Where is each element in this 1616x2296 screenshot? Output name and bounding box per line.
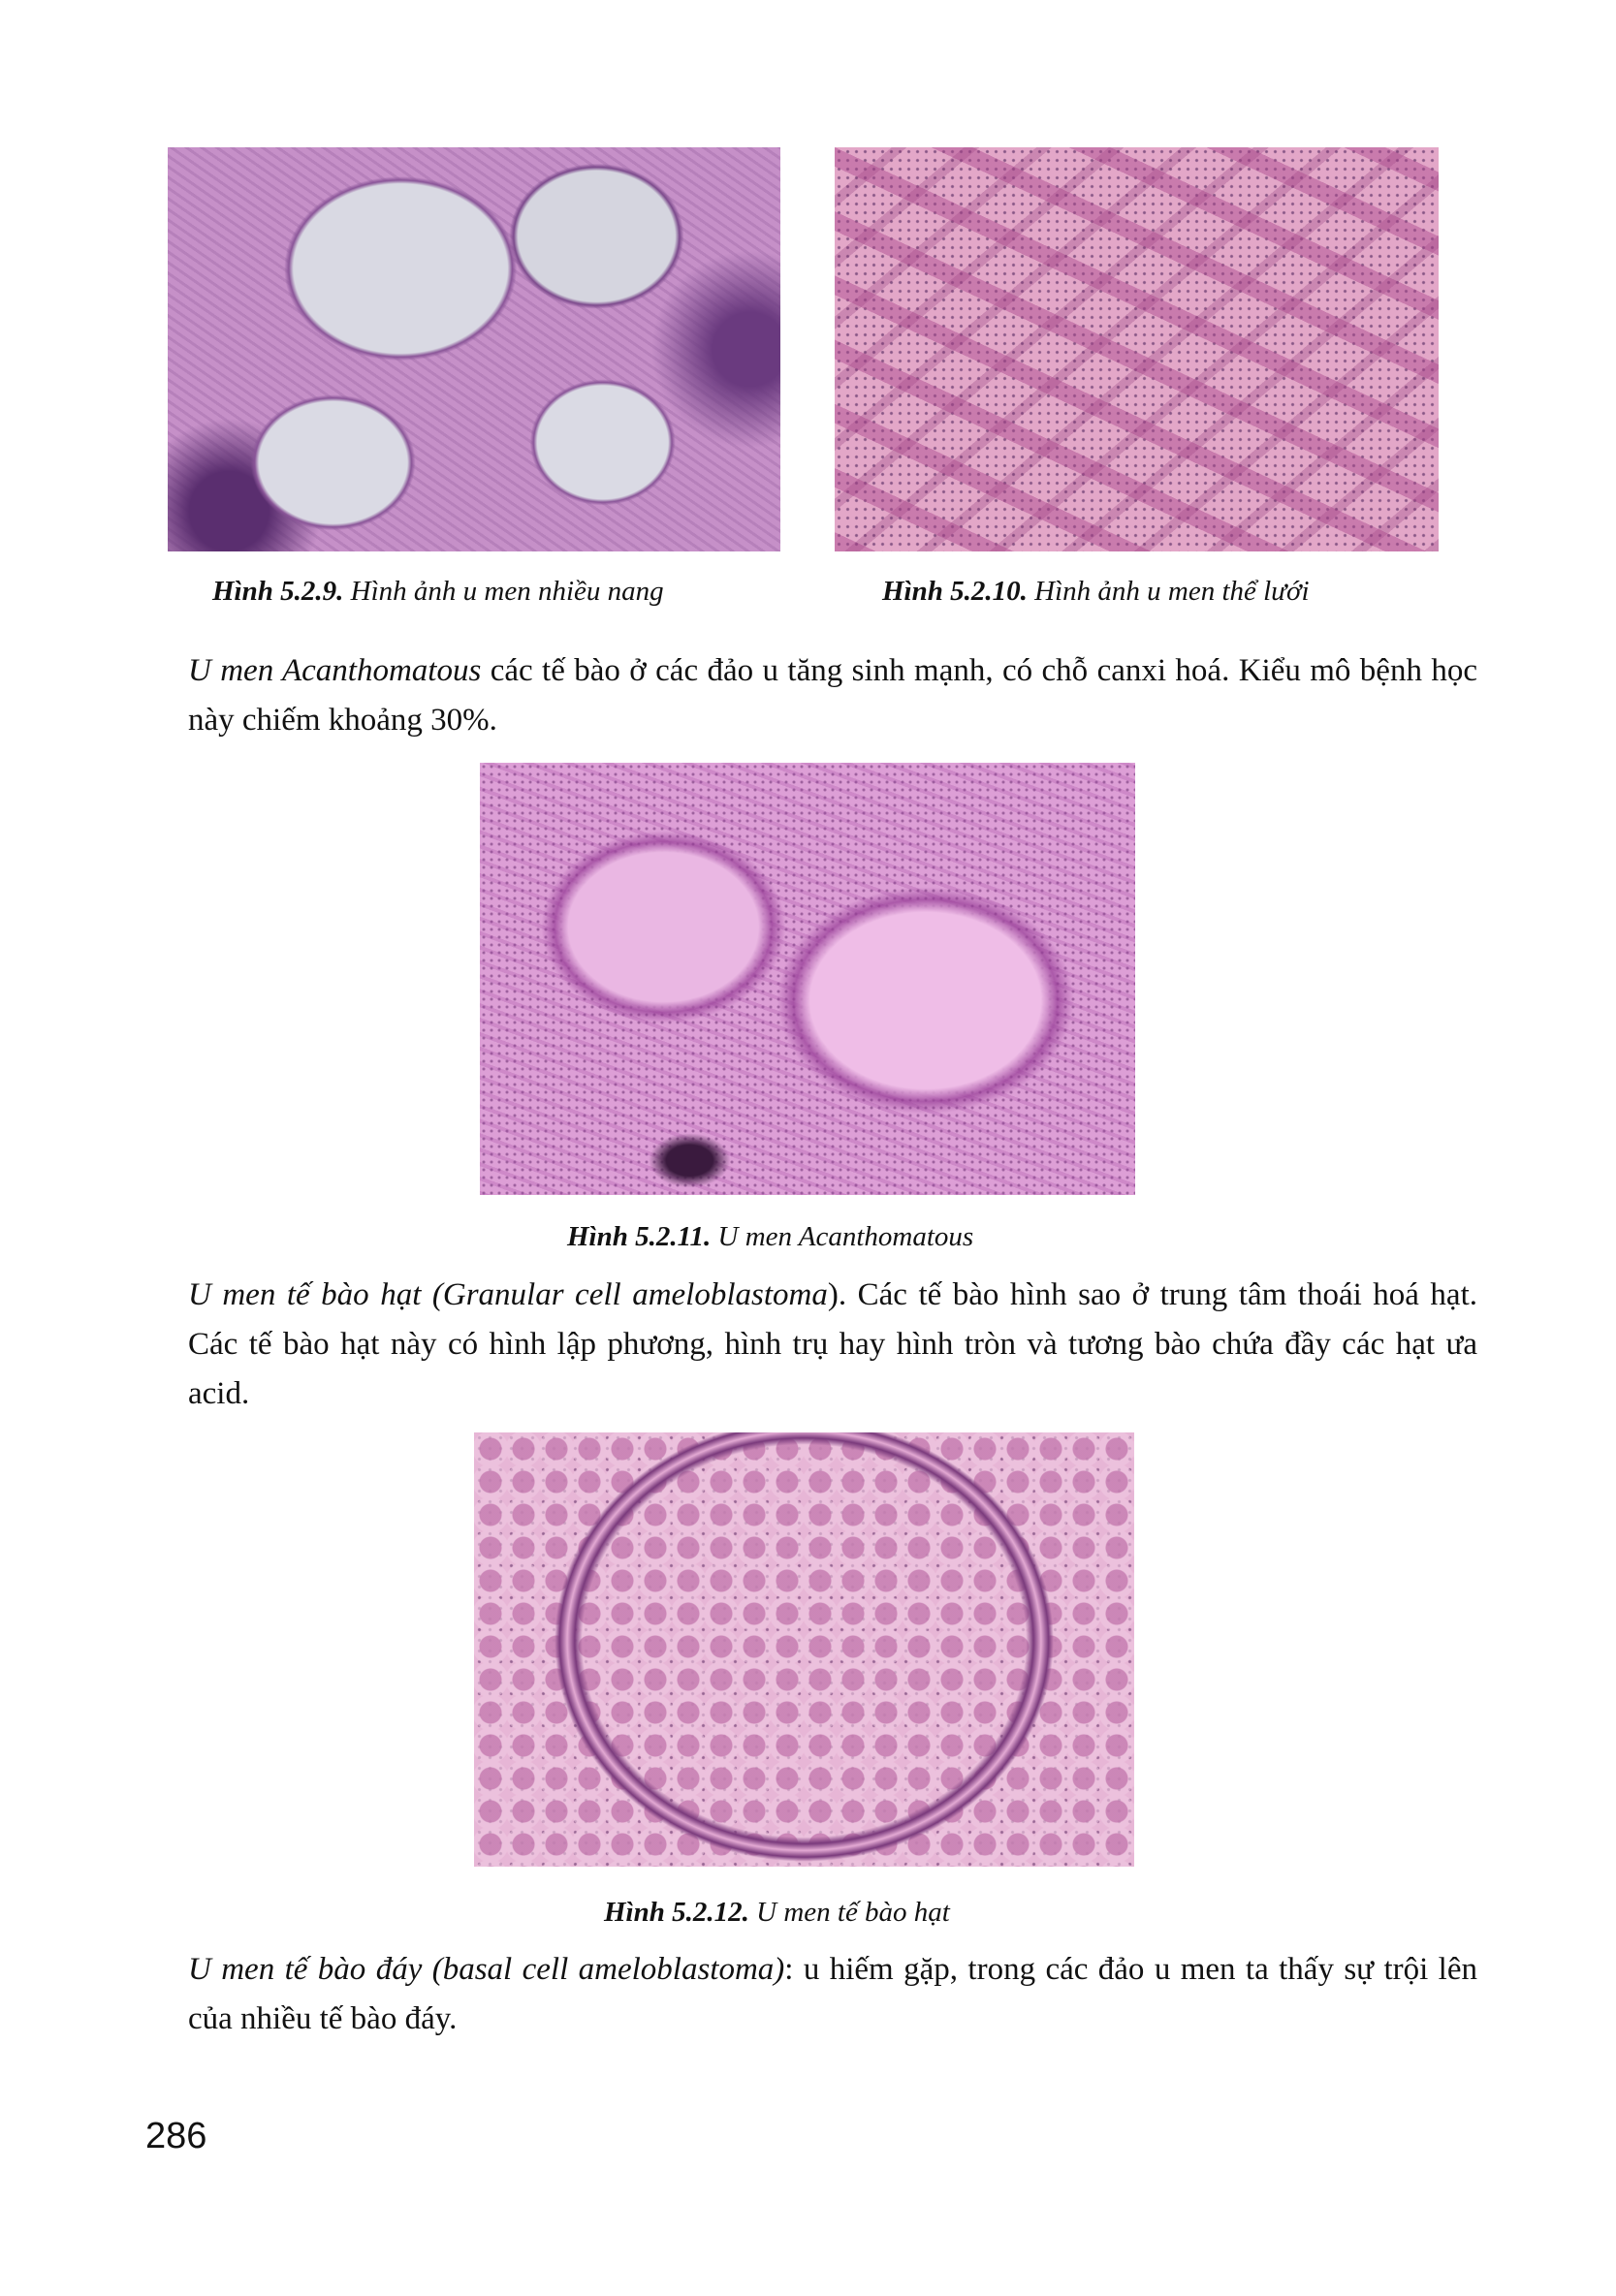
- figure-image-5-2-9: [168, 147, 780, 551]
- figure-title: Hình ảnh u men thể lưới: [1034, 576, 1310, 607]
- paragraph-text: ). Các tế bào hình sao ở trung tâm thoái hoá hạt. Các tế bào hạt này có hình lập phương, hình trụ hay hình tròn và tương bào chứa đầy các hạt ưa acid.: [188, 1277, 1477, 1411]
- paragraph-text: : u hiếm gặp, trong các đảo u men ta thấy sự trội lên của nhiều tế bào đáy.: [188, 1952, 1477, 2036]
- figure-image-5-2-12: [474, 1432, 1134, 1867]
- paragraph-basal-cell: [188, 1945, 1477, 2044]
- figure-image-5-2-11: [480, 763, 1135, 1195]
- figure-caption-5-2-11: [567, 1219, 973, 1254]
- figure-caption-5-2-12: [604, 1895, 950, 1930]
- paragraph-acanthomatous: [188, 646, 1477, 745]
- figure-label: Hình 5.2.12.: [604, 1897, 749, 1928]
- figure-label: Hình 5.2.9.: [212, 576, 344, 607]
- paragraph-text: các tế bào ở các đảo u tăng sinh mạnh, có chỗ canxi hoá. Kiểu mô bệnh học này chiếm khoảng 30%.: [188, 653, 1477, 738]
- figure-image-5-2-10: [835, 147, 1439, 551]
- figure-caption-5-2-10: [882, 574, 1310, 609]
- term-italic: U men tế bào hạt (Granular cell ameloblastoma: [188, 1277, 828, 1312]
- figure-title: U men Acanthomatous: [717, 1221, 974, 1252]
- figure-title: U men tế bào hạt: [756, 1897, 950, 1928]
- figure-caption-5-2-9: [212, 574, 664, 609]
- term-italic: U men Acanthomatous: [188, 653, 482, 688]
- figure-title: Hình ảnh u men nhiều nang: [350, 576, 664, 607]
- figure-label: Hình 5.2.10.: [882, 576, 1028, 607]
- figure-label: Hình 5.2.11.: [567, 1221, 712, 1252]
- paragraph-granular-cell: [188, 1271, 1477, 1419]
- page-number: 286: [145, 2116, 207, 2156]
- term-italic: U men tế bào đáy (basal cell ameloblastoma): [188, 1952, 785, 1987]
